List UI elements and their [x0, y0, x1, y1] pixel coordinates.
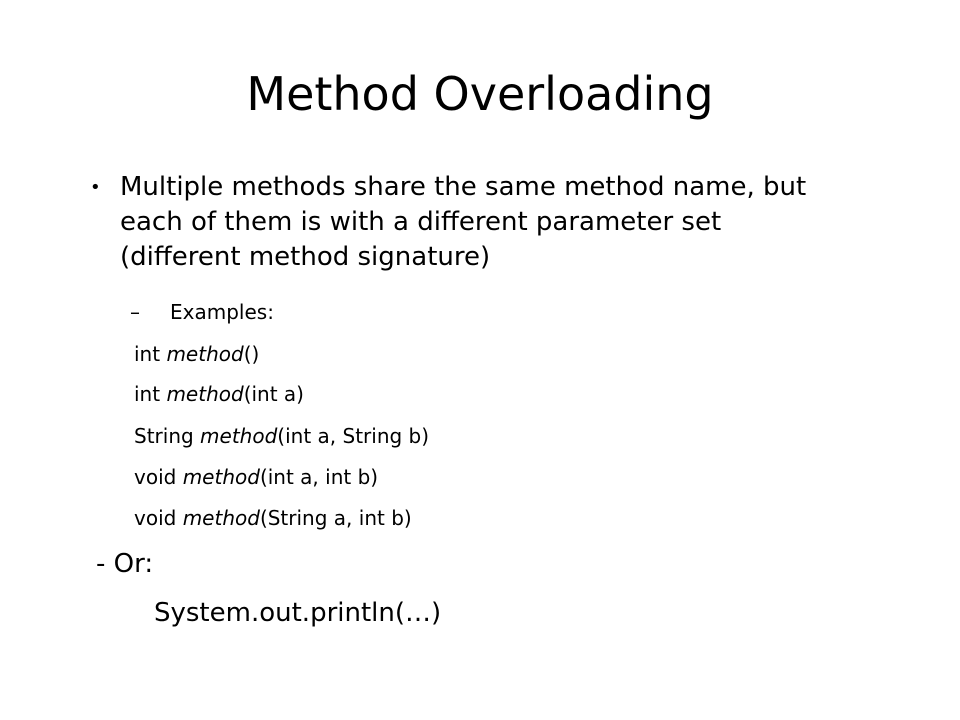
example-return-type: void — [134, 465, 183, 489]
example-method-name: method — [182, 465, 260, 489]
example-return-type: int — [134, 342, 167, 366]
example-line — [134, 504, 412, 532]
sub-bullet-text: Examples: — [170, 300, 274, 324]
example-params: () — [243, 342, 260, 366]
example-params: (String a, int b) — [259, 506, 412, 530]
example-method-name: method — [166, 342, 244, 366]
bullet-marker: • — [90, 177, 101, 198]
sub-bullet-examples — [130, 296, 274, 328]
slide-title: Method Overloading — [246, 67, 714, 121]
example-method-name: method — [200, 424, 278, 448]
example-method-name: method — [166, 382, 244, 406]
example-return-type: int — [134, 382, 167, 406]
example-line — [134, 380, 304, 408]
example-return-type: String — [134, 424, 201, 448]
sub-bullet-marker: – — [130, 300, 140, 324]
example-method-name: method — [182, 506, 260, 530]
example-return-type: void — [134, 506, 183, 530]
example-params: (int a, int b) — [259, 465, 379, 489]
example-line — [134, 422, 429, 450]
or-text: - Or: — [96, 549, 154, 579]
example-params: (int a) — [243, 382, 304, 406]
example-params: (int a, String b) — [277, 424, 430, 448]
println-text: System.out.println(…) — [154, 598, 442, 628]
main-bullet-text: Multiple methods share the same method name, but each of them is with a different parameter set (different method signature) — [120, 172, 807, 272]
example-line — [134, 463, 378, 491]
example-line — [134, 340, 259, 368]
